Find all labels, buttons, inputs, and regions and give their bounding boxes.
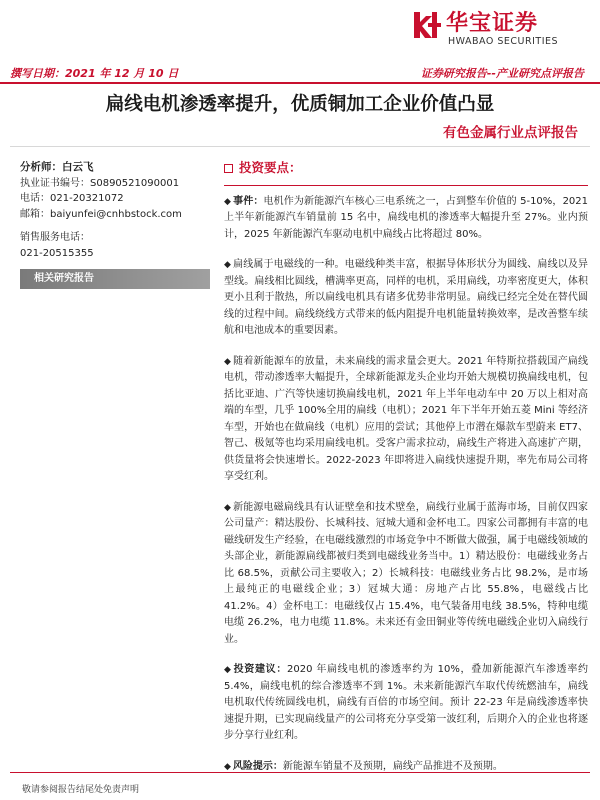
key-point-companies	[224, 500, 588, 649]
key-points-panel	[224, 160, 588, 789]
section-box-icon	[224, 164, 233, 173]
brand-name-cn: 华宝证券	[446, 11, 539, 36]
key-point-text: 随着新能源车的放量，未来扁线的需求量会更大。2021 年特斯拉搭载国产扁线电机，带动渗透率大幅提升，全球新能源龙头企业均开始大规模切换扁线电机，包括比亚迪、广汽等快速切换扁线电机，2021 年上半年电动车中 20 万以上相对高端的车型，几乎 100%全用的扁线（电机）；2021 年下半年开始五菱 Mini 等经济车型，开始也在做扁线（电机）应用的尝试；其他停上市潜在爆款车型蔚来 ET7、智己、极氪等也均采用扁线电机。受客户需求拉动，扁线生产将进入高速扩产期，供货量将会快速增长。2022-2023 年即将进入扁线快速提升期，率先布局公司将享受红利。	[224, 355, 588, 482]
analyst-phone: 电话：021-20321072	[20, 193, 124, 204]
diamond-bullet-icon: ◆	[224, 502, 232, 513]
key-point-tag: 事件：	[233, 195, 264, 207]
diamond-bullet-icon: ◆	[224, 356, 232, 367]
key-point-tag: 投资建议：	[233, 664, 288, 675]
key-point-text: 2020 年扁线电机的渗透率约为 10%，叠加新能源汽车渗透率约 5.4%，扁线电机的综合渗透率不到 1%。未来新能源汽车取代传统燃油车，扁线电机取代传统圆线电机，扁线有百倍的市场空间。预计 22-23 年是扁线渗透率快速提升期，已实现扁线量产的公司将充分享受第一波红利，后期介入的企业也将逐步分享行业红利。	[224, 664, 589, 741]
key-point-flat-wire	[224, 257, 588, 340]
analyst-email[interactable]: 邮箱：baiyunfei@cnhbstock.com	[20, 208, 182, 220]
key-point-advice	[224, 662, 588, 745]
diamond-bullet-icon: ◆	[224, 196, 232, 207]
page-header	[0, 0, 600, 60]
sales-phone: 021-20515355	[20, 247, 94, 259]
analyst-name: 分析师：白云飞	[20, 161, 94, 173]
diamond-bullet-icon: ◆	[224, 260, 232, 270]
related-reports-header: 相关研究报告	[20, 269, 210, 289]
footer-disclaimer: 敬请参阅报告结尾处免责声明	[22, 785, 140, 795]
page-title: 扁线电机渗透率提升，优质铜加工企业价值凸显	[105, 94, 495, 115]
key-points-header	[224, 160, 588, 177]
diamond-bullet-icon: ◆	[224, 665, 232, 675]
key-point-text: 电机作为新能源汽车核心三电系统之一，占到整车价值的 5-10%，2021 上半年新能源汽车销量前 15 名中，扁线电机的渗透率大幅提升至 27%。业内预计，2025 年新能源汽车驱动电机中扁线占比将超过 80%。	[224, 195, 589, 240]
key-point-text: 扁线属于电磁线的一种。电磁线种类丰富，根据导体形状分为圆线、扁线以及异型线。扁线相比圆线，槽满率更高，同样的电机，采用扁线，功率密度更大，体积更小且利于散热，所以扁线电机具有诸多优势非常明显。扁线已经完全处在替代圆线的过程中间。扁线绕线方式带来的低内阻提升电机能量转换效率，是改善整车续航和电池成本的重要因素。	[224, 259, 589, 336]
report-date: 撰写日期：2021 年 12 月 10 日	[10, 67, 179, 80]
key-point-text: 新能源车销量不及预期，扁线产品推进不及预期。	[282, 760, 503, 772]
analyst-cert: 执业证书编号：S0890521090001	[20, 177, 180, 189]
footer-divider	[10, 772, 590, 773]
report-category: 证券研究报告--产业研究点评报告	[420, 67, 584, 80]
key-point-text: 新能源电磁扁线具有认证壁垒和技术壁垒，扁线行业属于蓝海市场，目前仅四家公司量产：精达股份、长城科技、冠城大通和金杯电工。四家公司都拥有丰富的电磁线研发生产经验，在电磁线激烈的市场竞争中不断做大做强，属于电磁线领域的头部企业，新能源扁线都被归类到电磁线业务当中。1）精达股份：电磁线业务占比 68.5%，贡献公司主要收入；2）长城科技：电磁线业务占比 98.2%，是市场上最纯正的电磁线企业；3）冠城大通：房地产占比 55.8%，电磁线占比 41.2%。4）金杯电工：电磁线仅占 15.4%，电气装备用电线 38.5%，特种电缆电缆 26.2%，电力电缆 11.8%。未来还有金田铜业等传统电磁线企业切入扁线行业。	[224, 501, 589, 645]
analyst-panel	[20, 160, 210, 289]
report-info-bar	[0, 62, 600, 84]
brand-logo-mark-icon	[408, 8, 442, 42]
brand-logo	[408, 6, 578, 52]
key-points-divider	[224, 185, 588, 186]
key-point-demand	[224, 354, 588, 486]
report-subtitle: 有色金属行业点评报告	[443, 125, 578, 141]
brand-name-en: HWABAO SECURITIES	[448, 36, 559, 47]
diamond-bullet-icon: ◆	[224, 761, 231, 772]
key-point-event	[224, 194, 588, 244]
sales-label: 销售服务电话：	[20, 232, 90, 243]
key-point-tag: 风险提示：	[232, 760, 283, 772]
key-points-title: 投资要点：	[239, 160, 302, 175]
title-divider	[10, 146, 590, 147]
